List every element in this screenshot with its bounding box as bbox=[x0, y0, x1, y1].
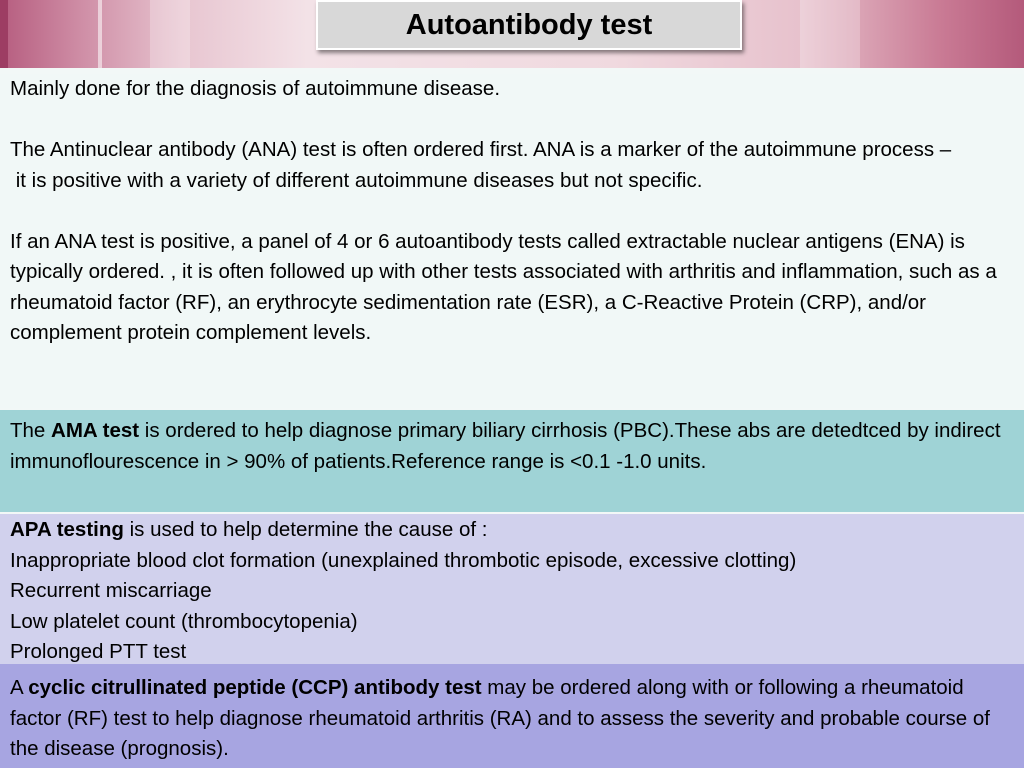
ccp-term: cyclic citrullinated peptide (CCP) antibody test bbox=[28, 676, 482, 699]
ama-paragraph bbox=[10, 416, 1014, 477]
header-accent-bar bbox=[0, 0, 8, 68]
apa-term: APA testing bbox=[10, 518, 124, 541]
title-box bbox=[316, 0, 742, 50]
ccp-paragraph bbox=[10, 673, 1014, 765]
intro-paragraph-1: Mainly done for the diagnosis of autoimmune disease. bbox=[10, 77, 501, 100]
apa-item: Inappropriate blood clot formation (unexplained thrombotic episode, excessive clotting) bbox=[10, 548, 797, 572]
header-accent-line bbox=[98, 0, 102, 68]
apa-item: Low platelet count (thrombocytopenia) bbox=[10, 609, 358, 633]
apa-item: Recurrent miscarriage bbox=[10, 579, 212, 602]
ama-term: AMA test bbox=[51, 419, 140, 442]
header-streak bbox=[800, 0, 860, 68]
intro-paragraph-2a: The Antinuclear antibody (ANA) test is often ordered first. ANA is a marker of the autoimmune process – bbox=[10, 138, 952, 161]
ama-text: is ordered to help diagnose primary biliary cirrhosis (PBC).These abs are detedtced by indirect immunoflourescence in > 90% of patients.Reference range is <0.1 -1.0 units. bbox=[10, 419, 1001, 473]
ama-prefix: The bbox=[10, 419, 52, 442]
ccp-text: may be ordered along with or following a rheumatoid factor (RF) test to help diagnose rheumatoid arthritis (RA) and to assess the severity and probable course of the disease (prognosis). bbox=[10, 676, 990, 760]
apa-item: Prolonged PTT test bbox=[10, 640, 187, 663]
ccp-prefix: A bbox=[10, 676, 29, 699]
intro-section bbox=[0, 74, 1024, 408]
apa-section bbox=[0, 514, 1024, 664]
page-title: Autoantibody test bbox=[405, 8, 653, 41]
apa-text: is used to help determine the cause of : bbox=[123, 518, 488, 541]
apa-paragraph bbox=[10, 515, 1014, 546]
header-streak bbox=[150, 0, 190, 68]
intro-paragraph-3: If an ANA test is positive, a panel of 4 or 6 autoantibody tests called extractable nuclear antigens (ENA) is typically ordered. , it is often followed up with other tests associated with arthritis and inflammation, such as a rheumatoid factor (RF), an erythrocyte sedimentation rate (ESR), a C-Reactive Protein (CRP), and/or complement protein complement levels. bbox=[10, 229, 997, 344]
ama-section bbox=[0, 410, 1024, 512]
intro-paragraph-2b: it is positive with a variety of different autoimmune diseases but not specific. bbox=[10, 168, 703, 192]
slide-header-banner bbox=[0, 0, 1024, 68]
ccp-section bbox=[0, 664, 1024, 768]
